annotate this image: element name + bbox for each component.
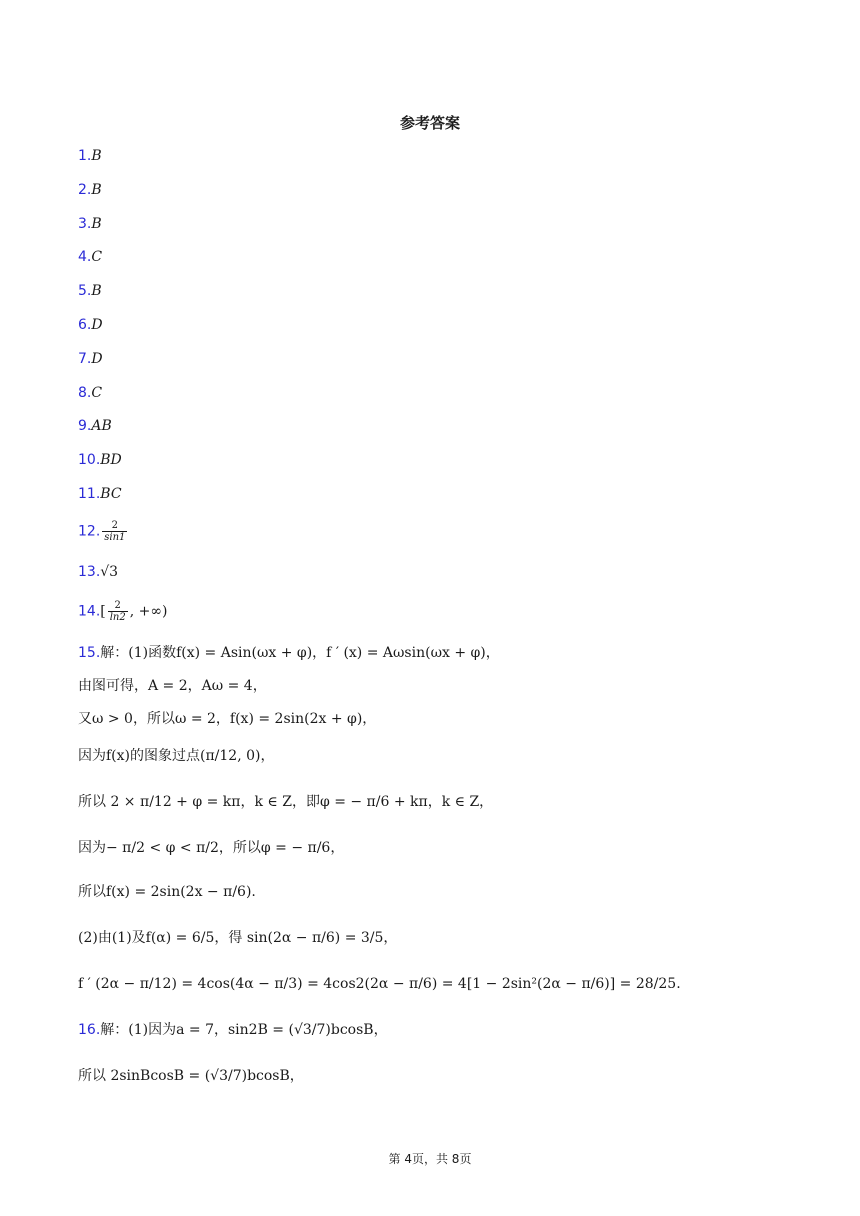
solution-15-line-2: 由图可得，A = 2，Aω = 4， [78, 678, 267, 694]
answer-line-3: 3.B [78, 216, 102, 232]
answer-line-9: 9.AB [78, 418, 112, 434]
solution-16-line-1: 16.解：(1)因为a = 7，sin2B = (√3/7)bcosB， [78, 1022, 388, 1038]
answer-line-6: 6.D [78, 317, 103, 333]
answer-line-12: 12. $\frac{2}{\sin 1}$ [78, 520, 126, 543]
solution-15-line-6: 因为− π/2 < φ < π/2，所以φ = − π/6， [78, 840, 345, 856]
solution-15-line-4: 因为f(x)的图象过点(π/12, 0)， [78, 748, 275, 764]
solution-16-line-2: 所以 2sinBcosB = (√3/7)bcosB， [78, 1068, 304, 1084]
answer-line-5: 5.B [78, 283, 102, 299]
answer-line-2: 2.B [78, 182, 102, 198]
solution-15-line-5: 所以 2 × π/12 + φ = kπ，k ∈ Z，即φ = − π/6 + kπ，k ∈ Z， [78, 794, 494, 810]
fraction: $\frac{2}{\sin 1}$ [104, 520, 126, 543]
fraction: $\frac{2}{\ln 2}$ [109, 600, 126, 623]
answer-line-10: 10.BD [78, 452, 122, 468]
solution-15-line-9: f ′ (2α − π/12) = 4cos(4α − π/3) = 4cos2(2α − π/6) = 4[1 − 2sin²(2α − π/6)] = 28/25. [78, 976, 681, 992]
answer-line-11: 11.BC [78, 486, 122, 502]
answer-line-7: 7.D [78, 351, 103, 367]
page-title: 参考答案 [399, 114, 460, 132]
answer-line-8: 8.C [78, 385, 103, 401]
solution-15-line-7: 所以f(x) = 2sin(2x − π/6). [78, 884, 256, 900]
solution-15-line-1: 15.解：(1)函数f(x) = Asin(ωx + φ)，f ′ (x) = Aωsin(ωx + φ)， [78, 645, 500, 661]
solution-15-line-3: 又ω > 0，所以ω = 2，f(x) = 2sin(2x + φ)， [78, 711, 377, 727]
page-footer: 第 4页，共 8页 [388, 1152, 472, 1166]
answer-line-4: 4.C [78, 249, 103, 265]
answer-line-13: 13.√3 [78, 564, 119, 580]
answer-line-1: 1.B [78, 148, 102, 164]
answer-line-14: 14.[ $\frac{2}{\ln 2}$ , +∞) [78, 600, 168, 623]
solution-15-line-8: (2)由(1)及f(α) = 6/5，得 sin(2α − π/6) = 3/5， [78, 930, 398, 946]
